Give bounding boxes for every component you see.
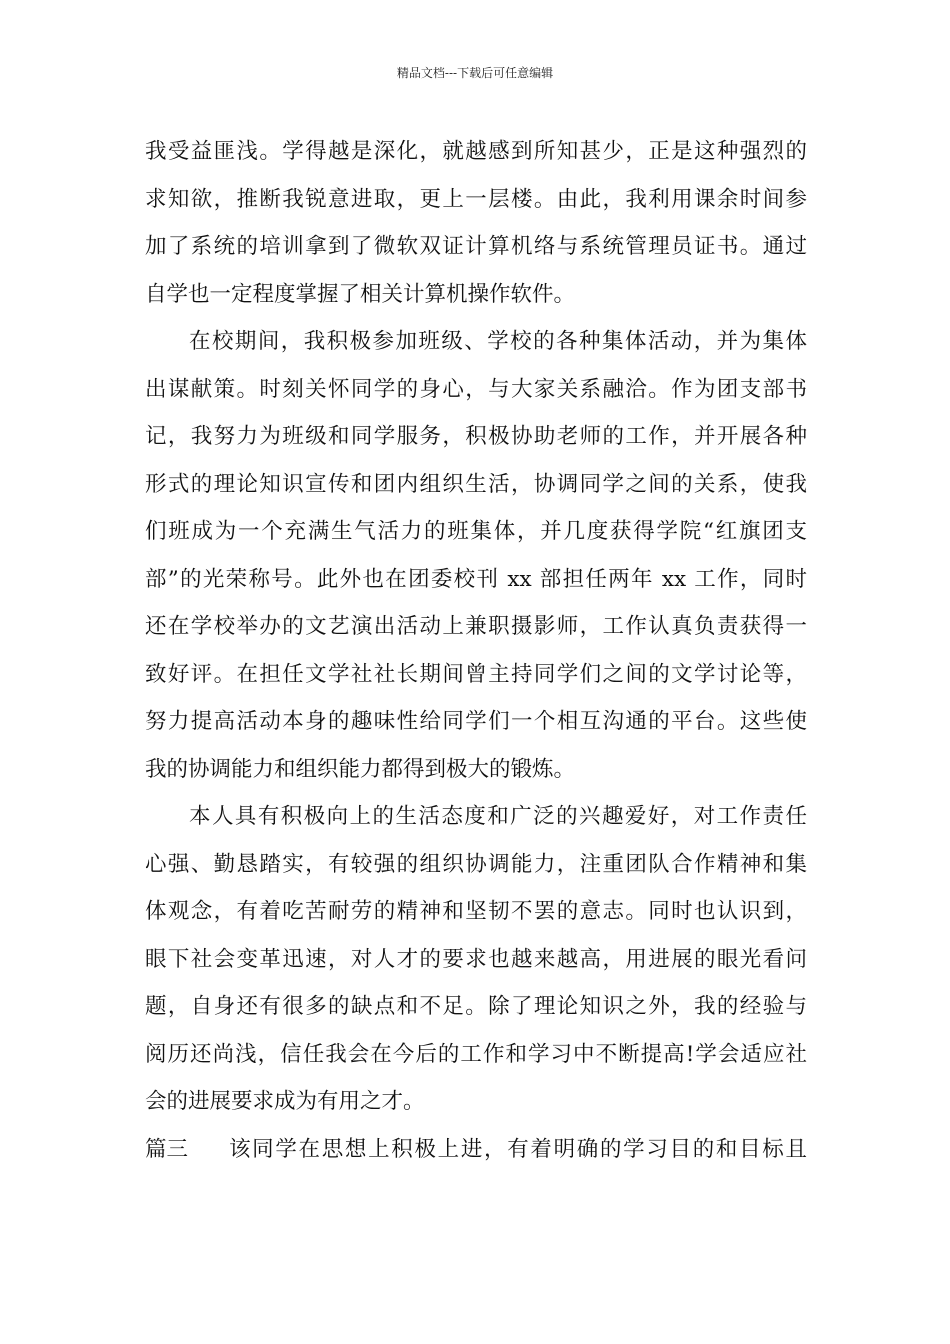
text-line: 眼下社会变革迅速，对人才的要求也越来越高，用进展的眼光看问 xyxy=(145,946,807,972)
text-line: 还在学校举办的文艺演出活动上兼职摄影师，工作认真负责获得一 xyxy=(145,614,807,639)
section-label: 篇三 xyxy=(145,1136,189,1162)
text-line: 心强、勤恳踏实，有较强的组织协调能力，注重团队合作精神和集 xyxy=(145,851,807,877)
paragraph-3 xyxy=(145,793,807,1126)
text-line: 部”的光荣称号。此外也在团委校刊 xx 部担任两年 xx 工作，同时 xyxy=(145,566,807,592)
text-line: 们班成为一个充满生气活力的班集体，并几度获得学院“红旗团支 xyxy=(145,519,807,544)
section-text: 该同学在思想上积极上进，有着明确的学习目的和目标且 xyxy=(229,1136,807,1162)
text-line: 致好评。在担任文学社社长期间曾主持同学们之间的文学讨论等， xyxy=(145,661,807,687)
paragraph-1 xyxy=(145,128,807,318)
text-line: 阅历还尚浅，信任我会在今后的工作和学习中不断提高!学会适应社 xyxy=(145,1041,807,1067)
text-line: 求知欲，推断我锐意进取，更上一层楼。由此，我利用课余时间参 xyxy=(145,186,807,212)
text-line: 努力提高活动本身的趣味性给同学们一个相互沟通的平台。这些使 xyxy=(145,709,807,734)
text-line: 我受益匪浅。学得越是深化，就越感到所知甚少，正是这种强烈的 xyxy=(145,139,807,164)
text-line: 形式的理论知识宣传和团内组织生活，协调同学之间的关系，使我 xyxy=(145,471,807,497)
text-line: 加了系统的培训拿到了微软双证计算机络与系统管理员证书。通过 xyxy=(145,234,807,259)
text-line: 自学也一定程度掌握了相关计算机操作软件。 xyxy=(145,281,576,307)
text-line: 出谋献策。时刻关怀同学的身心，与大家关系融洽。作为团支部书 xyxy=(145,376,807,402)
page-header: 精品文档---下载后可任意编辑 xyxy=(396,66,554,80)
text-line: 记，我努力为班级和同学服务，积极协助老师的工作，并开展各种 xyxy=(145,424,807,449)
text-line: 题，自身还有很多的缺点和不足。除了理论知识之外，我的经验与 xyxy=(145,994,807,1019)
text-line: 我的协调能力和组织能力都得到极大的锻炼。 xyxy=(145,756,576,782)
paragraph-2 xyxy=(145,318,807,793)
text-line: 体观念，有着吃苦耐劳的精神和坚韧不罢的意志。同时也认识到， xyxy=(145,899,807,924)
text-line: 会的进展要求成为有用之才。 xyxy=(145,1089,425,1114)
text-line: 本人具有积极向上的生活态度和广泛的兴趣爱好，对工作责任 xyxy=(189,804,807,829)
text-line: 在校期间，我积极参加班级、学校的各种集体活动，并为集体 xyxy=(189,329,807,354)
section-heading-line xyxy=(145,1126,807,1174)
document-body xyxy=(145,128,807,1173)
